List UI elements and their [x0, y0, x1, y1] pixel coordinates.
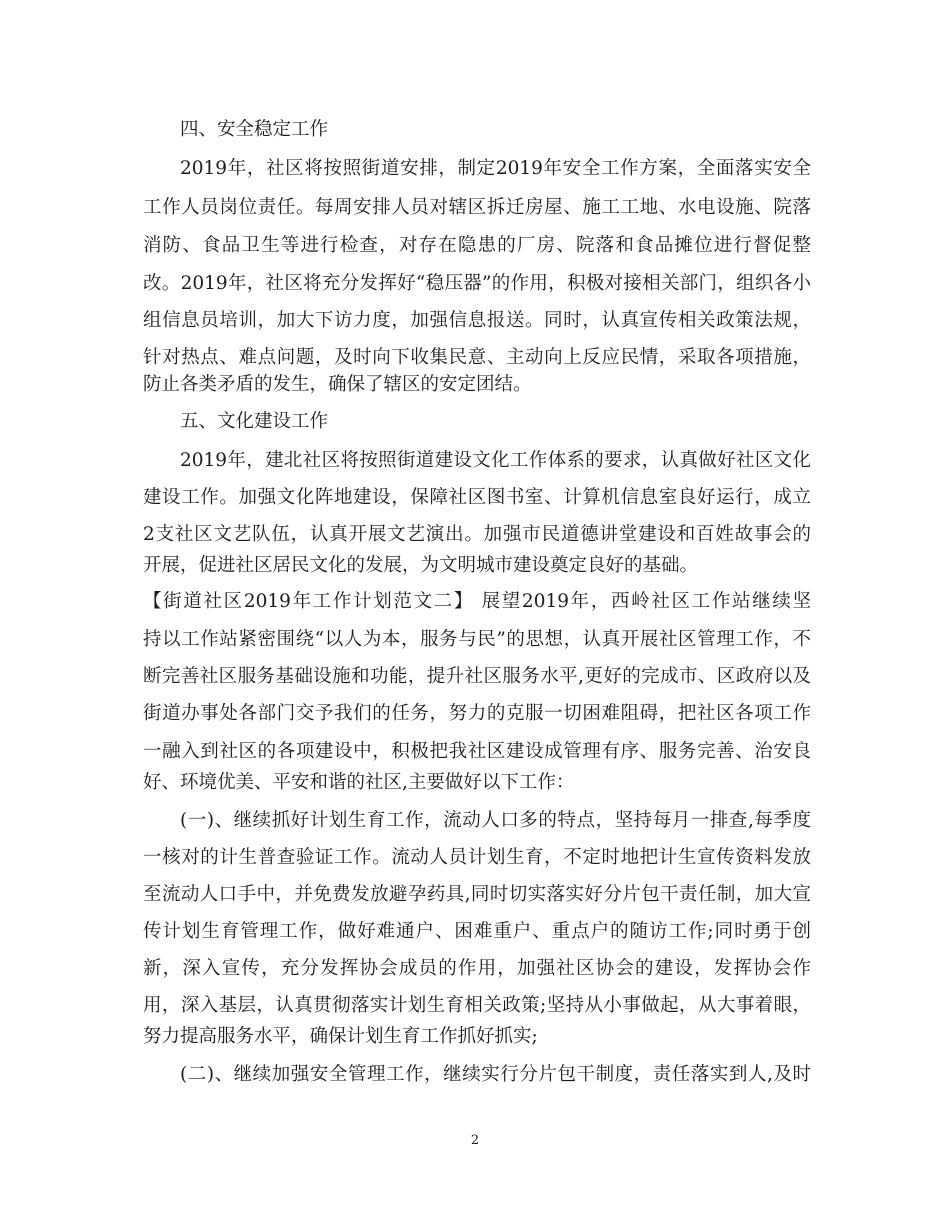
heading-culture-construction: 五、文化建设工作 [180, 411, 329, 432]
paragraph-line: 街道办事处各部门交予我们的任务，努力的克服一切困难阻碍，把社区各项工作 [143, 703, 811, 724]
paragraph-line: 2019年，社区将按照街道安排，制定2019年安全工作方案，全面落实安全 [180, 158, 811, 179]
paragraph-line: 至流动人口手中，并免费发放避孕药具,同时切实落实好分片包干责任制，加大宣 [143, 884, 811, 905]
paragraph-line: 消防、食品卫生等进行检查，对存在隐患的厂房、院落和食品摊位进行督促整 [143, 235, 811, 256]
paragraph-line: 2支社区文艺队伍，认真开展文艺演出。加强市民道德讲堂建设和百姓故事会的 [143, 524, 811, 545]
paragraph-line: (一)、继续抓好计划生育工作，流动人口多的特点，坚持每月一排查,每季度 [180, 810, 811, 831]
paragraph-line: 一融入到社区的各项建设中，积极把我社区建设成管理有序、服务完善、治安良 [143, 741, 811, 762]
paragraph-line: 建设工作。加强文化阵地建设，保障社区图书室、计算机信息室良好运行，成立 [143, 487, 811, 508]
paragraph-line: 努力提高服务水平，确保计划生育工作抓好抓实; [143, 1026, 538, 1047]
section-title-sample-two: 【街道社区2019年工作计划范文二】 展望2019年，西岭社区工作站继续坚 [143, 591, 811, 612]
paragraph-line: (二)、继续加强安全管理工作，继续实行分片包干制度，责任落实到人,及时 [180, 1064, 811, 1085]
paragraph-line: 断完善社区服务基础设施和功能，提升社区服务水平,更好的完成市、区政府以及 [143, 666, 811, 687]
paragraph-line: 针对热点、难点问题，及时向下收集民意、主动向上反应民情，采取各项措施， [143, 347, 811, 368]
page-number: 2 [470, 1133, 480, 1148]
paragraph-line: 新，深入宣传，充分发挥协会成员的作用，加强社区协会的建设，发挥协会作 [143, 958, 811, 979]
paragraph-line: 2019年，建北社区将按照街道建设文化工作体系的要求，认真做好社区文化 [180, 450, 811, 471]
paragraph-line: 防止各类矛盾的发生，确保了辖区的安定团结。 [143, 374, 532, 395]
paragraph-line: 改。2019年，社区将充分发挥好“稳压器”的作用，积极对接相关部门，组织各小 [143, 273, 811, 294]
paragraph-line: 传计划生育管理工作，做好难通户、困难重户、重点户的随访工作;同时勇于创 [143, 921, 811, 942]
paragraph-line: 组信息员培训，加大下访力度，加强信息报送。同时，认真宣传相关政策法规， [143, 310, 811, 331]
paragraph-line: 持以工作站紧密围绕“以人为本，服务与民”的思想，认真开展社区管理工作，不 [143, 629, 811, 650]
heading-safety-stability: 四、安全稳定工作 [180, 119, 329, 140]
paragraph-line: 好、环境优美、平安和谐的社区,主要做好以下工作： [143, 772, 575, 793]
paragraph-line: 工作人员岗位责任。每周安排人员对辖区拆迁房屋、施工工地、水电设施、院落 [143, 197, 811, 218]
paragraph-line: 用，深入基层，认真贯彻落实计划生育相关政策;坚持从小事做起，从大事着眼， [143, 995, 811, 1016]
paragraph-line: 一核对的计生普查验证工作。流动人员计划生育，不定时地把计生宣传资料发放 [143, 847, 811, 868]
paragraph-line: 开展，促进社区居民文化的发展，为文明城市建设奠定良好的基础。 [143, 555, 699, 576]
